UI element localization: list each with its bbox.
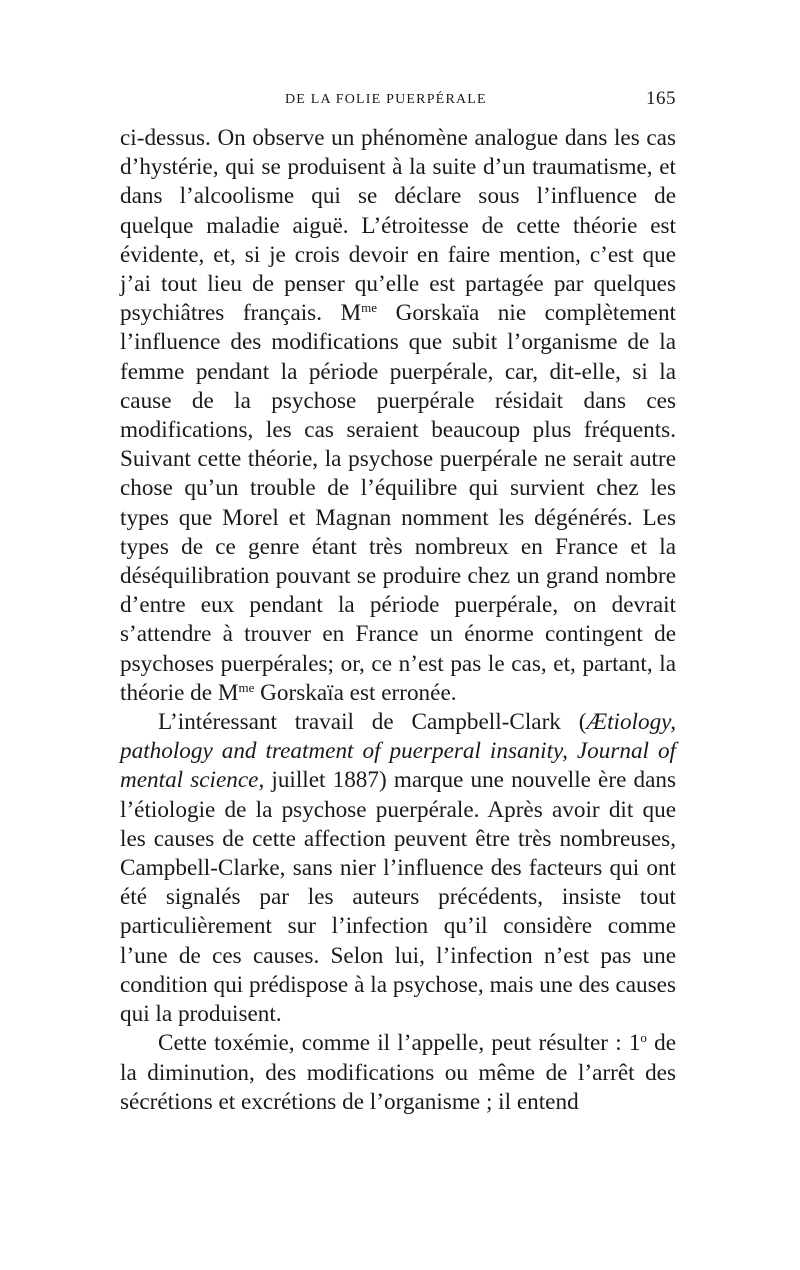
paragraph-text: Gorskaïa nie complètement l’influence des modifications que subit l’organisme de la femme pendant la période puerpérale, car, dit-elle, si la cause de la psychose puerpérale résidait dans ces modifications, les cas seraient beaucoup plus fréquents. Suivant cette théorie, la psychose puerpérale ne serait autre chose qu’un trouble de l’équilibre qui survient chez les types que Morel et Magnan nomment les dégénérés. Les types de ce genre étant très nombreux en France et la déséquilibration pouvant se produire chez un grand nombre d’entre eux pendant la période puerpérale, on devrait s’attendre à trouver en France un énorme contingent de psychoses puerpérales; or, ce n’est pas le cas, et, partant, la théorie de M xyxy=(120,300,676,706)
running-title: DE LA FOLIE PUERPÉRALE xyxy=(285,92,487,107)
body-text xyxy=(120,124,676,1117)
running-head xyxy=(120,88,676,118)
superscript-ordinal: o xyxy=(640,1030,647,1046)
book-page xyxy=(120,88,676,1117)
paragraph-text: , juillet 1887) marque une nouvelle ère dans l’étiologie de la psychose puerpérale. Après avoir dit que les causes de cette affection peuvent être très nombreuses, Campbell-Clarke, sans nier l’influence des facteurs qui ont été signalés par les auteurs précédents, insiste tout particulièrement sur l’infection qu’il considère comme l’une de ces causes. Selon lui, l’infection n’est pas une condition qui prédispose à la psychose, mais une des causes qui la produisent. xyxy=(120,767,676,1028)
paragraph-text: Cette toxémie, comme il l’appelle, peut résulter : 1 xyxy=(158,1030,641,1057)
paragraph-continued xyxy=(120,124,676,708)
paragraph-text: Gorskaïa est erronée. xyxy=(254,679,457,706)
cited-work-title: Ætiology, pathology and treatment of puerperal insanity, Journal of mental science xyxy=(120,709,676,794)
paragraph-toxemie xyxy=(120,1029,676,1117)
superscript-abbrev: me xyxy=(238,679,255,695)
superscript-abbrev: me xyxy=(361,300,378,316)
paragraph-campbell-clark xyxy=(120,708,676,1029)
paragraph-text: de la diminution, des modifications ou même de l’arrêt des sécrétions et excrétions de l’organisme ; il entend xyxy=(120,1030,676,1115)
paragraph-text: L’intéressant travail de Campbell-Clark ( xyxy=(158,709,587,736)
paragraph-text: ci-dessus. On observe un phénomène analogue dans les cas d’hystérie, qui se produisent à la suite d’un traumatisme, et dans l’alcoolisme qui se déclare sous l’influence de quelque maladie aiguë. L’étroitesse de cette théorie est évidente, et, si je crois devoir en faire mention, c’est que j’ai tout lieu de penser qu’elle est partagée par quelques psychiâtres français. M xyxy=(120,125,676,327)
page-number: 165 xyxy=(646,88,676,109)
